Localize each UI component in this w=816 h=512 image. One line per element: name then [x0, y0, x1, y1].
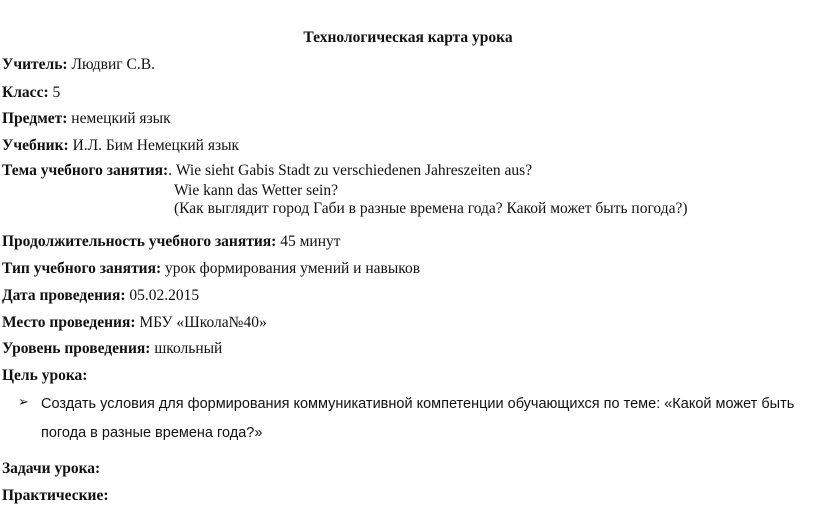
class-label: Класс:	[2, 84, 49, 101]
goal-item-line-1: Создать условия для формирования коммуникативной компетенции обучающихся по теме: «Какой может быть	[41, 396, 795, 412]
arrow-bullet-icon: ➢	[18, 395, 29, 410]
duration-label: Продолжительность учебного занятия:	[2, 233, 277, 250]
topic-label: Тема учебного занятия:	[2, 162, 169, 179]
subject-value: немецкий язык	[67, 110, 171, 127]
topic-row	[2, 162, 532, 180]
place-value: МБУ «Школа№40»	[135, 314, 267, 331]
tasks-row	[2, 460, 100, 478]
class-row	[2, 84, 60, 102]
place-row	[2, 314, 267, 332]
goal-label: Цель урока:	[2, 367, 88, 384]
duration-row	[2, 233, 341, 251]
textbook-value: И.Л. Бим Немецкий язык	[68, 137, 240, 154]
lesson-type-value: урок формирования умений и навыков	[161, 260, 421, 277]
topic-line-1: . Wie sieht Gabis Stadt zu verschiedenen Jahreszeiten aus?	[168, 162, 533, 179]
teacher-row	[2, 56, 155, 74]
date-label: Дата проведения:	[2, 287, 126, 304]
topic-line-3: (Как выглядит город Габи в разные времена года? Какой может быть погода?)	[174, 200, 688, 217]
level-row	[2, 340, 222, 358]
subject-row	[2, 110, 171, 128]
practical-label: Практические:	[2, 487, 109, 504]
lesson-type-label: Тип учебного занятия:	[2, 260, 162, 277]
class-value: 5	[48, 84, 61, 101]
practical-row	[2, 487, 109, 505]
teacher-label: Учитель:	[2, 56, 68, 73]
topic-line-2: Wie kann das Wetter sein?	[174, 182, 338, 199]
goal-item-line-2: погода в разные времена года?»	[41, 425, 263, 441]
level-value: школьный	[150, 340, 223, 357]
subject-label: Предмет:	[2, 110, 68, 127]
date-row	[2, 287, 199, 305]
tasks-label: Задачи урока:	[2, 460, 101, 477]
lesson-type-row	[2, 260, 420, 278]
place-label: Место проведения:	[2, 314, 136, 331]
duration-value: 45 минут	[276, 233, 341, 250]
textbook-row	[2, 137, 239, 155]
document-title: Технологическая карта урока	[303, 29, 513, 46]
date-value: 05.02.2015	[125, 287, 200, 304]
goal-row	[2, 367, 87, 385]
textbook-label: Учебник:	[2, 137, 69, 154]
teacher-value: Людвиг С.В.	[67, 56, 155, 73]
level-label: Уровень проведения:	[2, 340, 151, 357]
